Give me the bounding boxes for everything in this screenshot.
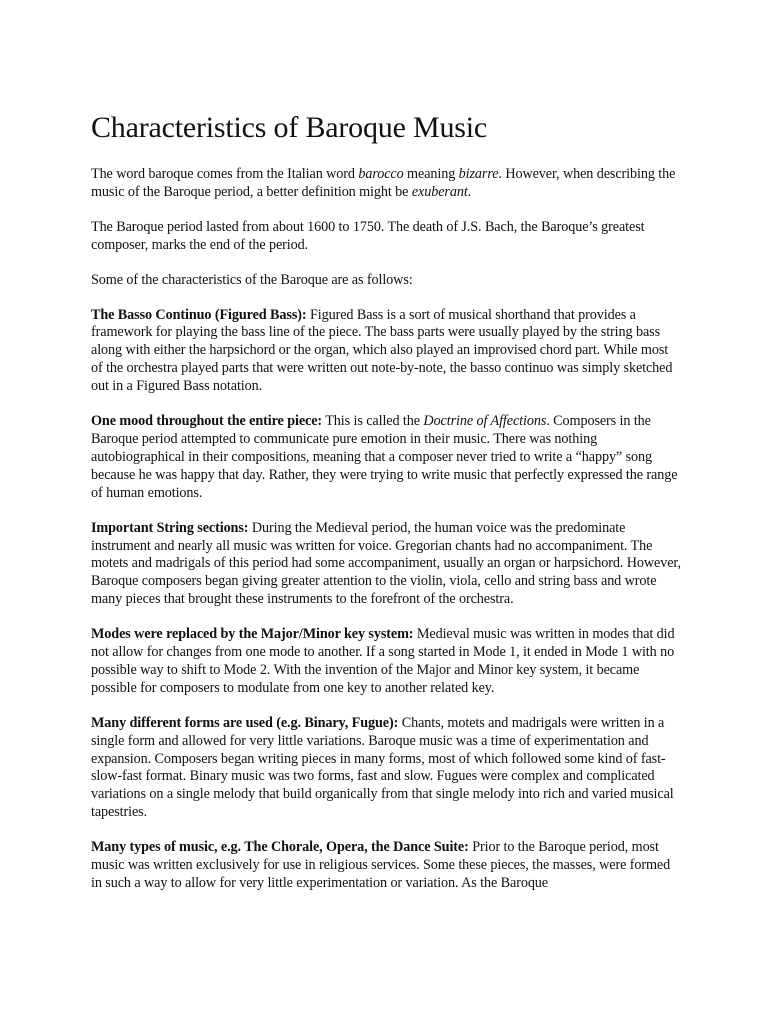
- intro-paragraph: [91, 166, 681, 202]
- document-page: [91, 110, 681, 910]
- intro-italic-bizarre: bizarre: [458, 166, 499, 182]
- period-paragraph: The Baroque period lasted from about 1600 to 1750. The death of J.S. Bach, the Baroque’s greatest composer, marks the end of the period.: [91, 218, 645, 253]
- intro-text-5: . However, when describing the music of the Baroque period, a better definition might be: [91, 166, 676, 200]
- section-basso-continuo: [91, 307, 681, 397]
- intro-italic-exuberant: exuberant: [411, 183, 468, 200]
- intro-italic-barocco: barocco: [358, 166, 404, 182]
- section-heading: One mood throughout the entire piece:: [91, 413, 323, 430]
- section-heading: Many different forms are used (e.g. Binary, Fugue):: [91, 714, 399, 731]
- section-italic-term: Doctrine of Affections: [423, 413, 547, 430]
- section-body: During the Medieval period, the human voice was the predominate instrument and nearly all music was written for voice. Gregorian chants had no accompaniment. The motets and madrigals of this period had some accompaniment, usually an organ or harpsichord. However, Baroque composers began giving greater attention to the violin, viola, cello and string bass and wrote many pieces that brought these instruments to the forefront of the orchestra.: [91, 519, 681, 608]
- section-body: Chants, motets and madrigals were written in a single form and allowed for very little variations. Baroque music was a time of experimentation and expansion. Composers began writing pieces in many forms, most of which followed some kind of fast-slow-fast format. Binary music was two forms, fast and slow. Fugues were complex and complicated variations on a single melody that build organically from that single melody into rich and varied musical tapestries.: [91, 714, 674, 821]
- section-body: Medieval music was written in modes that did not allow for changes from one mode to another. If a song started in Mode 1, it ended in Mode 1 with no possible way to shift to Mode 2. With the invention of the Major and Minor key system, it became possible for composers to modulate from one key to another related key.: [91, 626, 675, 696]
- lead-in-paragraph: Some of the characteristics of the Baroque are as follows:: [91, 271, 413, 288]
- section-heading: Important String sections:: [91, 519, 249, 536]
- section-string-sections: [91, 520, 681, 610]
- section-major-minor: [91, 626, 681, 698]
- section-heading: Many types of music, e.g. The Chorale, Opera, the Dance Suite:: [91, 839, 469, 856]
- page-title: Characteristics of Baroque Music: [91, 111, 487, 144]
- intro-text-1: The word baroque comes from the Italian word: [91, 166, 359, 182]
- section-body-continued: . Composers in the Baroque period attempted to communicate pure emotion in their music. There was nothing autobiographical in their compositions, meaning that a composer never tried to write a “happy” song because he was happy that day. Rather, they were trying to write music that perfectly expressed the range of human emotions.: [91, 413, 678, 501]
- section-heading: The Basso Continuo (Figured Bass):: [91, 306, 307, 323]
- section-one-mood: [91, 413, 681, 503]
- section-body: This is called the: [322, 413, 424, 430]
- section-types-of-music: [91, 839, 681, 893]
- section-body: Prior to the Baroque period, most music was written exclusively for use in religious services. Some these pieces, the masses, were formed in such a way to allow for very little experimentation or variation. As the Baroque: [91, 839, 671, 891]
- section-heading: Modes were replaced by the Major/Minor key system:: [91, 626, 414, 643]
- section-forms: [91, 715, 681, 822]
- intro-text-3: meaning: [403, 166, 459, 182]
- section-body: Figured Bass is a sort of musical shorthand that provides a framework for playing the bass line of the piece. The bass parts were usually played by the string bass along with either the harpsichord or the organ, which also played an improvised chord part. While most of the orchestra played parts that were written out note-by-note, the basso continuo was simply sketched out in a Figured Bass notation.: [91, 306, 673, 395]
- intro-text-7: .: [467, 183, 472, 200]
